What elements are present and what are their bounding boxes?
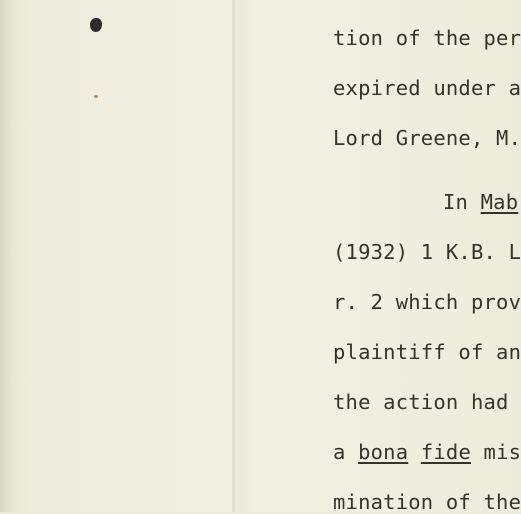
text-line-9 <box>333 440 521 464</box>
ink-dot-mark <box>94 95 98 98</box>
text-line-7: plaintiff of an <box>333 340 521 364</box>
text-line-4-lead: In <box>443 190 481 214</box>
text-line-8: the action had <box>333 390 509 414</box>
text-line-9-suffix: mis <box>470 440 521 464</box>
text-line-9-space <box>408 440 421 464</box>
text-line-1: tion of the per <box>333 26 521 50</box>
text-line-6: r. 2 which prov <box>333 290 521 314</box>
case-name-underlined: Mab <box>480 190 519 214</box>
latin-word-fide: fide <box>420 440 471 464</box>
ink-blot-mark <box>90 18 102 32</box>
text-line-2: expired under a <box>333 76 521 100</box>
text-line-10: mination of the <box>333 490 521 514</box>
page-fold <box>232 0 235 512</box>
text-line-9-prefix: a <box>333 440 359 464</box>
page-edge-shadow <box>0 0 14 512</box>
text-line-5: (1932) 1 K.B. L <box>333 240 521 264</box>
latin-word-bona: bona <box>358 440 409 464</box>
text-line-4 <box>443 190 518 214</box>
text-line-3: Lord Greene, M. <box>333 126 521 150</box>
